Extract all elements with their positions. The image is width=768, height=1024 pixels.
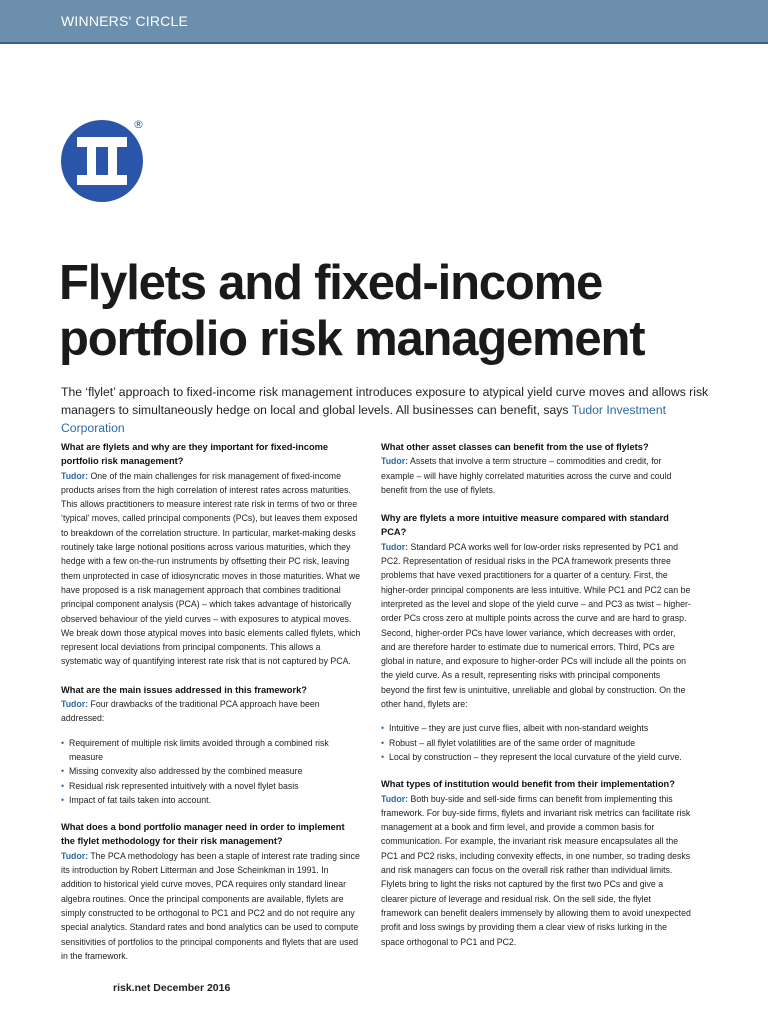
standfirst-corporation: Tudor Investment Corporation — [61, 403, 666, 435]
standfirst — [61, 383, 721, 437]
list-item: • Robust – all flylet volatilities are of the same order of magnitude — [381, 736, 691, 750]
list-item: • Intuitive – they are just curve flies, albeit with non-standard weights — [381, 721, 691, 735]
flylet-properties-list — [381, 721, 691, 764]
answer-3-text: The PCA methodology has been a staple of interest rate trading since its introduction by Robert Litterman and Jose Scheinkman in 1991. In addition to historical yield curve moves, PCA requires only standard linear algebra routines. Once the principal components are available, flylets are simply constructed to be orthogonal to PC1 and PC2 and do not require any special analytics. Standard rates and bond analytics can be used to compute sensitivities of portfolios to the principal components and flylets that are used in the framework. — [61, 850, 360, 961]
page-footer: risk.net December 2016 — [113, 982, 231, 994]
section-header-bar — [0, 0, 768, 44]
title-line-2: portfolio risk management — [59, 312, 645, 366]
list-item: • Residual risk represented intuitively with a novel flylet basis — [61, 779, 361, 793]
answer-6 — [381, 792, 691, 949]
speaker-label: Tudor: — [381, 456, 409, 467]
list-item: • Impact of fat tails taken into account. — [61, 793, 361, 807]
speaker-label: Tudor: — [61, 850, 89, 861]
right-column — [381, 440, 691, 963]
question-6: What types of institution would benefit from their implementation? — [381, 779, 675, 790]
question-2: What are the main issues addressed in this framework? — [61, 684, 307, 695]
tudor-logo — [61, 117, 147, 203]
question-1: What are flylets and why are they important for fixed-income portfolio risk management? — [61, 442, 329, 467]
registered-mark: ® — [133, 118, 144, 131]
list-item: • Local by construction – they represent the local curvature of the yield curve. — [381, 750, 691, 764]
answer-4 — [381, 454, 691, 497]
question-5: Why are flylets a more intuitive measure compared with standard PCA? — [381, 513, 669, 538]
question-3: What does a bond portfolio manager need in order to implement the flylet methodology for their risk management? — [61, 822, 345, 847]
answer-5-text: Standard PCA works well for low-order risks represented by PC1 and PC2. Representation of residual risks in the PCA framework presents three problems that have vexed practitioners for a quarter of a century. First, the higher-order principal components are less intuitive. While PC1 and PC2 can be interpreted as the level and slope of the yield curve – and PC3 as twist – higher-order PCs cross zero at multiple points across the curve and are hard to grasp. Second, higher-order PCs have lower variance, which decreases with order, and are therefore harder to estimate due to numerical errors. Third, PCs are global in nature, and exposure to higher-order PCs will include all the points on the yield curve. As a result, representing risks with principal components beyond the first few is unintuitive, unreliable and global by construction. On the other hand, flylets are: — [381, 541, 691, 710]
answer-4-text: Assets that involve a term structure – commodities and credit, for example – will have highly correlated maturities across the curve and could benefit from the use of flylets. — [381, 456, 672, 495]
standfirst-text: The ‘flylet’ approach to fixed-income risk management introduces exposure to atypical yield curve moves and allows risk managers to simultaneously hedge on local and global levels. All businesses can benefit, says — [61, 385, 709, 417]
list-item: • Requirement of multiple risk limits avoided through a combined risk measure — [61, 736, 361, 765]
left-column — [61, 440, 361, 977]
speaker-label: Tudor: — [381, 541, 409, 552]
section-label: WINNERS' CIRCLE — [61, 13, 189, 29]
answer-1 — [61, 469, 361, 669]
question-4: What other asset classes can benefit from the use of flylets? — [381, 442, 649, 452]
tudor-logo-icon — [61, 117, 147, 203]
answer-1-text: One of the main challenges for risk management of fixed-income products arises from the high correlation of interest rates across maturities. This allows practitioners to measure interest rate risk in terms of two or three ‘typical’ moves, called principal components (PCs), but leaves them exposed to breakdown of the correlation structure. In particular, market-making desks routinely take large notional positions across various maturities, which they hedge with a few on-the-run instruments by offsetting their PC risk, leaving them unprotected in case of idiosyncratic moves in those maturities. What we have proposed is a risk management approach that combines traditional principal component analysis (PCA) – which takes advantage of historically observed behaviour of the yield curves – with exposures to atypical moves. We break down those atypical moves into basic elements called flylets, which represent local deviations from principal components. This allows a systematic way of quantifying interest rate risk that is not captured by PCA. — [61, 470, 361, 667]
drawbacks-list — [61, 736, 361, 807]
article-title — [59, 255, 739, 367]
speaker-label: Tudor: — [381, 793, 409, 804]
speaker-label: Tudor: — [61, 699, 89, 710]
answer-6-text: Both buy-side and sell-side firms can benefit from implementing this framework. For buy-side firms, flylets and invariant risk metrics can facilitate risk management at a book and firm level, and provide a common basis for communication. For example, the invariant risk measure encapsulates all the PC1 and PC2 risks, including convexity effects, in one number, so trading desks and risk managers can focus on the overall risk rather than individual limits. Flylets bring to light the risks not captured by the first two PCs and give a clearer picture of leverage and residual risk. On the sell side, the flylet framework can benefit dealers immensely by allowing them to avoid unexpected profit and loss swings by providing them a clear view of risks lurking in the space orthogonal to PC1 and PC2. — [381, 793, 691, 947]
answer-5 — [381, 540, 691, 712]
answer-3 — [61, 849, 361, 963]
answer-2-text: Four drawbacks of the traditional PCA approach have been addressed: — [61, 699, 320, 724]
list-item: • Missing convexity also addressed by the combined measure — [61, 764, 361, 778]
speaker-label: Tudor: — [61, 470, 89, 481]
title-line-1: Flylets and fixed-income — [59, 256, 603, 310]
answer-2 — [61, 697, 361, 726]
